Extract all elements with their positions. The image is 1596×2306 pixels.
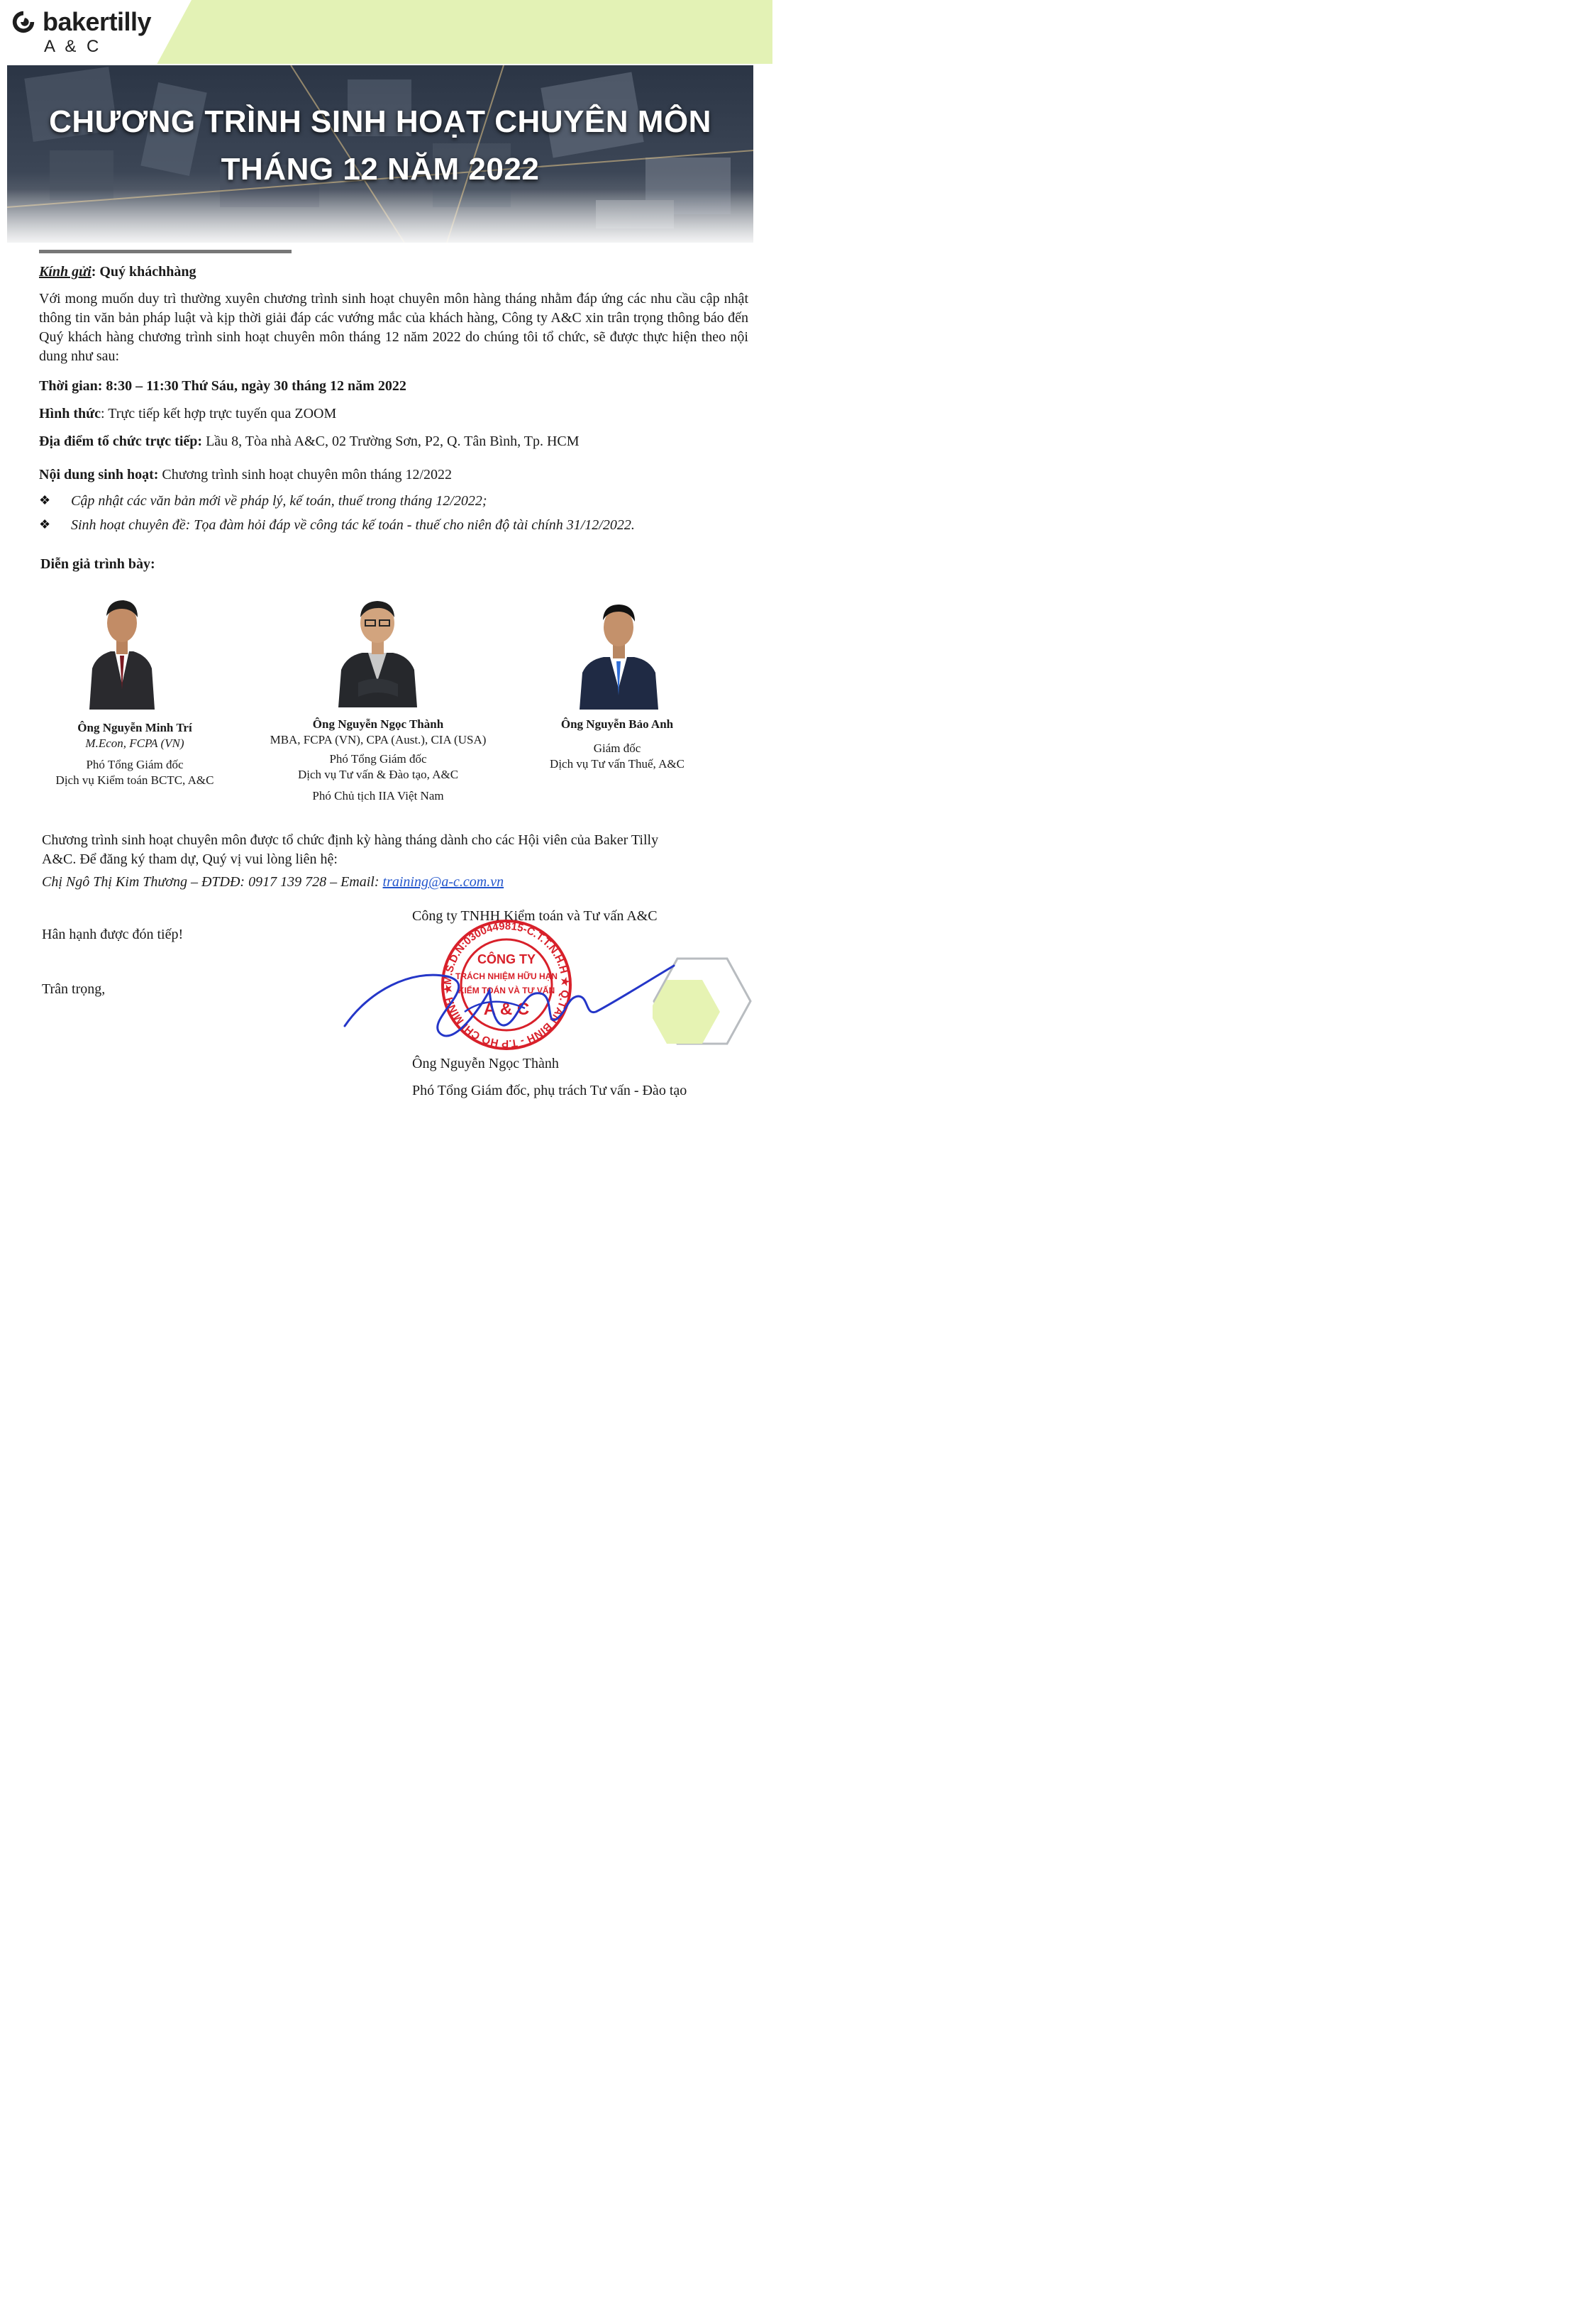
venue-label: Địa điểm tổ chức trực tiếp: xyxy=(39,434,203,449)
speaker-role: Dịch vụ Tư vấn & Đào tạo, A&C xyxy=(297,768,459,781)
hero-banner xyxy=(7,65,753,243)
greeting xyxy=(39,263,196,282)
event-format xyxy=(39,404,336,424)
stamp-text: TRÁCH NHIỆM HỮU HẠN xyxy=(455,971,558,981)
banner-title-line2: THÁNG 12 NĂM 2022 xyxy=(221,152,540,187)
divider xyxy=(39,250,292,253)
format-value: : Trực tiếp kết hợp trực tuyến qua ZOOM xyxy=(101,406,337,421)
stamp-text: A & C xyxy=(483,1000,530,1019)
event-time: Thời gian: 8:30 – 11:30 Thứ Sáu, ngày 30 tháng 12 năm 2022 xyxy=(39,378,406,394)
speaker-photo-1 xyxy=(87,590,157,710)
signature-company: Công ty TNHH Kiểm toán và Tư vấn A&C xyxy=(412,908,658,924)
speaker-credentials: M.Econ, FCPA (VN) xyxy=(85,737,184,750)
format-label: Hình thức xyxy=(39,406,101,421)
content-label: Nội dung sinh hoạt: xyxy=(39,467,159,482)
event-content xyxy=(39,465,452,485)
speaker-card-3 xyxy=(518,717,716,772)
welcome-text: Hân hạnh được đón tiếp! xyxy=(42,927,184,942)
logo-wordmark: bakertilly xyxy=(43,7,152,36)
speaker-card-2 xyxy=(247,717,509,804)
speaker-role: Dịch vụ Kiểm toán BCTC, A&C xyxy=(55,773,214,787)
intro-paragraph: Với mong muốn duy trì thường xuyên chương trình sinh hoạt chuyên môn hàng tháng nhằm đáp ứng các nhu cầu cập nhật thông tin văn bản pháp luật và kịp thời giải đáp các vướng mắc của khách hàng, Công ty A&C xin trân trọng thông báo đến Quý khách hàng chương trình sinh hoạt chuyên môn tháng 12 năm 2022 do chúng tôi tổ chức, sẽ được thực hiện theo nội dung như sau: xyxy=(39,291,748,364)
speaker-photo-3 xyxy=(578,596,660,710)
bullet-item: Sinh hoạt chuyên đề: Tọa đàm hỏi đáp về công tác kế toán - thuế cho niên độ tài chính 31/12/2022. xyxy=(71,517,635,533)
speaker-role: Phó Tổng Giám đốc xyxy=(86,758,184,771)
banner-title-line1: CHƯƠNG TRÌNH SINH HOẠT CHUYÊN MÔN xyxy=(49,104,711,139)
diamond-bullet-icon: ❖ xyxy=(39,517,51,531)
speaker-card-1 xyxy=(28,720,241,788)
email-link[interactable]: training@a-c.com.vn xyxy=(382,874,504,890)
bullet-item: Cập nhật các văn bản mới về pháp lý, kế toán, thuế trong tháng 12/2022; xyxy=(71,493,487,509)
regards-text: Trân trọng, xyxy=(42,981,106,997)
speaker-role: Phó Tổng Giám đốc xyxy=(329,752,427,766)
speaker-name: Ông Nguyễn Ngọc Thành xyxy=(312,717,444,731)
signer-name: Ông Nguyễn Ngọc Thành xyxy=(412,1056,559,1071)
closing-line-2: A&C. Để đăng ký tham dự, Quý vị vui lòng liên hệ: xyxy=(42,851,338,867)
stamp-text: CÔNG TY xyxy=(477,952,536,966)
stamp-text: KIỂM TOÁN VÀ TƯ VẤN xyxy=(458,986,555,995)
speaker-role: Giám đốc xyxy=(593,741,641,755)
speakers-heading: Diễn giả trình bày: xyxy=(40,556,155,572)
logo-swirl-icon xyxy=(10,9,37,35)
speaker-name: Ông Nguyễn Bảo Anh xyxy=(560,717,674,731)
speaker-name: Ông Nguyễn Minh Trí xyxy=(77,721,192,734)
contact-line xyxy=(42,873,504,892)
speaker-role: Phó Chủ tịch IIA Việt Nam xyxy=(312,789,444,802)
signer-title: Phó Tổng Giám đốc, phụ trách Tư vấn - Đào tạo xyxy=(412,1083,687,1098)
logo-subtitle: A & C xyxy=(44,37,102,56)
company-stamp-signature xyxy=(340,920,681,1054)
greeting-label: Kính gửi xyxy=(39,264,92,280)
bakertilly-logo xyxy=(10,4,180,60)
diamond-bullet-icon: ❖ xyxy=(39,493,51,507)
event-venue xyxy=(39,432,580,451)
speaker-credentials: MBA, FCPA (VN), CPA (Aust.), CIA (USA) xyxy=(270,733,487,746)
speaker-role: Dịch vụ Tư vấn Thuế, A&C xyxy=(550,757,685,771)
speaker-photo-2 xyxy=(337,590,419,707)
stamp-ring-text: M.S.D.N:0300449815-C.T.T.N.H.H ★ Q.TÂN BÌNH - T.P HỒ CHÍ MINH ★ xyxy=(441,920,572,1050)
contact-text: Chị Ngô Thị Kim Thương – ĐTDĐ: 0917 139 728 – Email: xyxy=(42,874,383,890)
closing-line-1: Chương trình sinh hoạt chuyên môn được tổ chức định kỳ hàng tháng dành cho các Hội viên của Baker Tilly xyxy=(42,832,659,848)
venue-value: Lầu 8, Tòa nhà A&C, 02 Trường Sơn, P2, Q. Tân Bình, Tp. HCM xyxy=(202,434,580,449)
content-value: Chương trình sinh hoạt chuyên môn tháng 12/2022 xyxy=(158,467,453,482)
greeting-text: : Quý kháchhàng xyxy=(91,264,196,280)
